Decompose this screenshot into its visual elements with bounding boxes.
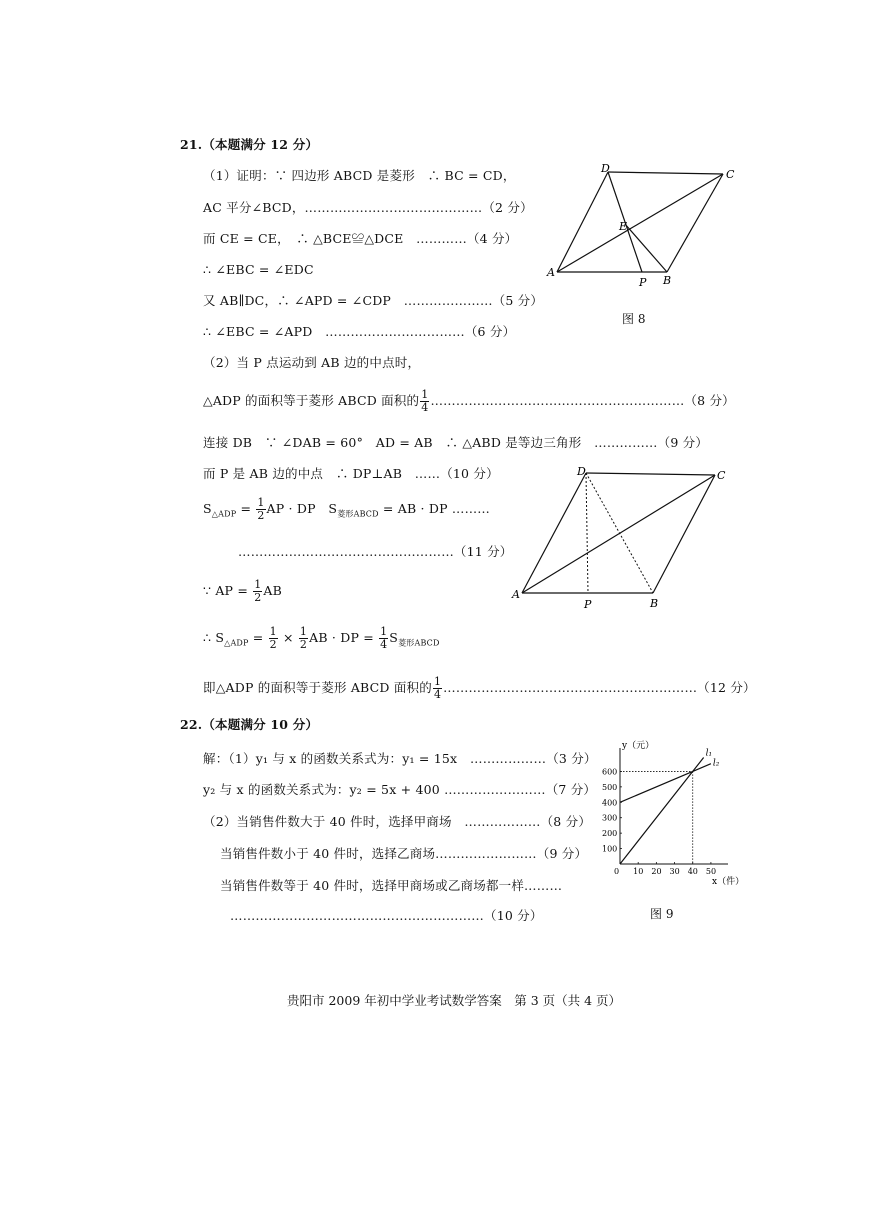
fig9-caption: 图 9 [650,907,674,921]
fig2-diagonal-db [586,473,653,593]
x-tick-label: 40 [687,867,698,876]
fig8-label-a: A [547,266,555,279]
series-line-2 [620,764,711,803]
fig8-side-cb [667,174,723,272]
q22-line4: 当销售件数小于 40 件时，选择乙商场……………………（9 分） [220,846,588,861]
q21-p1-line4: ∴ ∠EBC = ∠EDC [203,262,314,277]
q21-p1-line6: ∴ ∠EBC = ∠APD ……………………………（6 分） [203,324,516,339]
y-tick-label: 200 [602,829,618,839]
q21-p2-line6: ……………………………………………（11 分） [238,544,513,559]
x-tick-label: 20 [651,867,662,876]
fig8-label-c: C [726,168,735,181]
series-label-1: l₁ [705,748,713,759]
fig2-label-a: A [512,588,520,601]
y-axis-title: y（元） [622,741,655,751]
q22-header: 22.（本题满分 10 分） [180,717,319,732]
q21-header: 21.（本题满分 12 分） [180,137,319,152]
fig2-side-cb [653,475,715,593]
q22-line2: y₂ 与 x 的函数关系式为：y₂ = 5x + 400 ……………………（7 分） [203,782,597,797]
q21-p2-line5: $S_{\triangle ADP}$ = $\frac{1}{2}$ AP · DP $S_{菱形ABCD}$ = AB · DP ……… [203,496,490,522]
figure-rhombus-2 [510,462,730,612]
fig8-segment-eb [625,224,667,272]
q21-p2-line2-text: △ADP 的面积等于菱形 ABCD 面积的 [203,393,420,408]
q21-p2-line4: 而 P 是 AB 边的中点 ∴ DP⊥AB ……（10 分） [203,466,499,481]
page-footer: 贵阳市 2009 年初中学业考试数学答案 第 3 页（共 4 页） [287,993,622,1008]
q22-line3: （2）当销售件数大于 40 件时，选择甲商场 ………………（8 分） [203,814,592,829]
fig8-label-d: D [601,162,610,175]
q21-p2-line9: 即△ADP 的面积等于菱形 ABCD 面积的 $\frac{1}{4}$ ……………………………………………………（12 分） [203,675,756,701]
q21-p1-line3: 而 CE = CE， ∴ △BCE≌△DCE …………（4 分） [203,231,518,246]
fraction-one-half: $\frac{1}{2}$ [257,496,265,522]
fig8-label-e: E [619,220,628,233]
q21-p1-line5: 又 AB∥DC，∴ ∠APD = ∠CDP …………………（5 分） [203,293,544,308]
x-tick-label: 30 [669,867,680,876]
fraction-one-quarter: $\frac{1}{4}$ [421,388,429,414]
q21-p2-line2 [203,388,735,414]
figure-9-chart [598,741,745,887]
x-tick-label: 0 [614,867,620,876]
y-tick-label: 100 [602,844,618,854]
fig2-segment-dp [586,473,588,593]
fig8-label-p: P [639,276,647,289]
y-tick-label: 300 [602,813,618,823]
fig2-side-ad [522,473,586,593]
q22-line5: 当销售件数等于 40 件时，选择甲商场或乙商场都一样……… [220,878,563,893]
fig2-diagonal-ac [522,475,715,593]
fig2-label-d: D [577,465,586,478]
q21-p1-line2: AC 平分∠BCD，……………………………………（2 分） [203,200,533,215]
q21-p2-line2-dots: ……………………………………………………（8 分） [430,393,735,408]
fig2-side-dc [586,473,715,475]
x-axis-title: x（件） [712,877,745,887]
y-tick-label: 500 [602,782,618,792]
y-tick-label: 600 [602,767,618,777]
q22-line6: ……………………………………………………（10 分） [230,908,543,923]
q21-p1-line1: （1）证明：∵ 四边形 ABCD 是菱形 ∴ BC = CD， [203,168,516,183]
fig8-caption: 图 8 [622,312,646,326]
q21-p2-line1: （2）当 P 点运动到 AB 边的中点时， [203,355,421,370]
series-line-1 [620,758,704,864]
q21-p2-line7: ∵ AP = $\frac{1}{2}$ AB [203,578,283,604]
q22-line1: 解：（1）y₁ 与 x 的函数关系式为：y₁ = 15x ………………（3 分） [203,751,597,766]
fig8-label-b: B [663,274,672,287]
fig2-label-b: B [650,597,659,610]
q21-p2-line8: ∴ $S_{\triangle ADP}$ = $\frac{1}{2}$ × $\frac{1}{2}$ AB · DP = $\frac{1}{4}$ $S_{菱形ABCD}$ [203,625,440,651]
y-tick-label: 400 [602,798,618,808]
figure-8 [545,162,735,292]
fig8-side-dc [608,172,723,174]
x-tick-label: 10 [633,867,644,876]
series-label-2: l₂ [712,758,720,769]
fig2-label-p: P [584,598,592,611]
q21-p2-line3: 连接 DB ∵ ∠DAB = 60° AD = AB ∴ △ABD 是等边三角形 ……………（9 分） [203,435,709,450]
x-tick-label: 50 [705,867,717,876]
fig2-label-c: C [717,469,726,482]
